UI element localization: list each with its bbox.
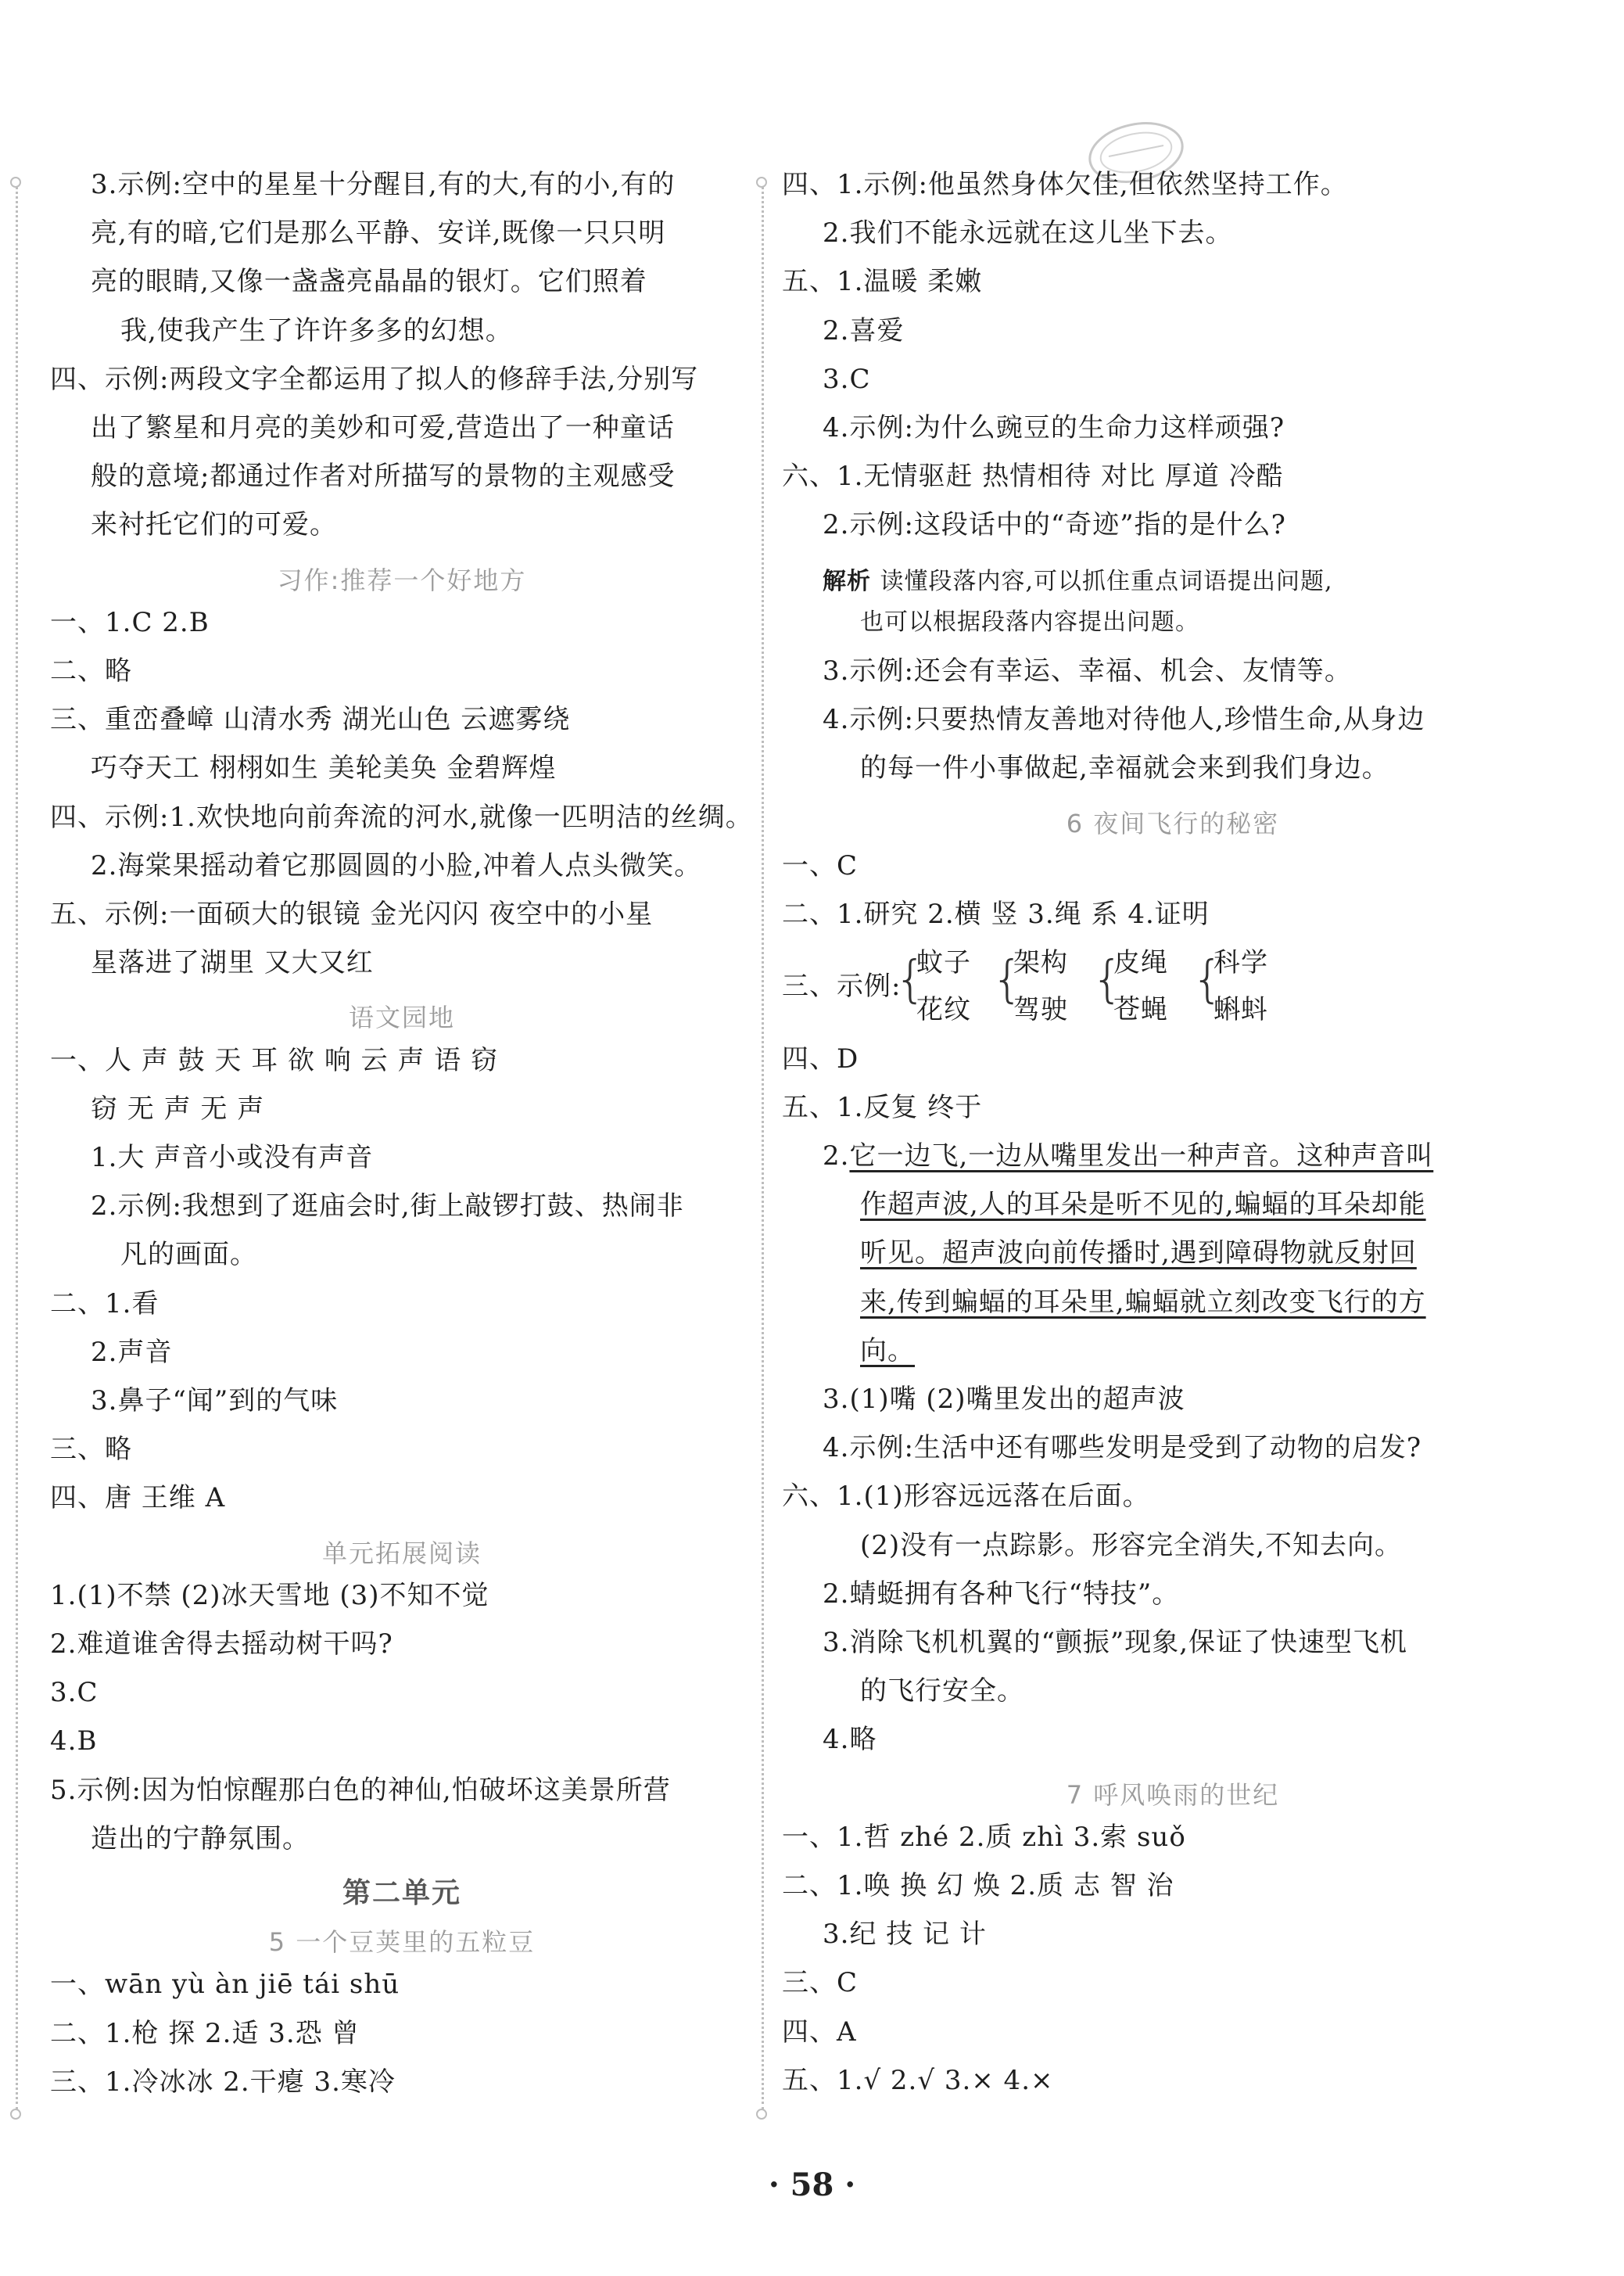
- section-heading: 7 呼风唤雨的世纪: [1066, 1779, 1280, 1810]
- brace-word: 蚊子: [916, 947, 971, 979]
- answer-line: 2.我们不能永远就在这儿坐下去。: [823, 217, 1233, 249]
- answer-line: 2.示例:我想到了逛庙会时,街上敲锣打鼓、热闹非: [91, 1190, 684, 1222]
- brace-word: 苍蝇: [1113, 994, 1168, 1026]
- rail-dot: [756, 177, 767, 188]
- section-heading: 习作:推荐一个好地方: [277, 565, 527, 595]
- answer-line: 听见。超声波向前传播时,遇到障碍物就反射回: [860, 1237, 1417, 1269]
- answer-line: 窃 无 声 无 声: [91, 1093, 265, 1125]
- answer-line: 二、略: [50, 655, 132, 687]
- section-heading: 5 一个豆荚里的五粒豆: [268, 1927, 536, 1958]
- rail-dot: [10, 2109, 21, 2120]
- answer-line: 3.C: [823, 363, 871, 395]
- answer-line: 二、1.枪 探 2.适 3.恐 曾: [50, 2017, 360, 2049]
- answer-line: 3.(1)嘴 (2)嘴里发出的超声波: [823, 1384, 1185, 1415]
- answer-line: 的飞行安全。: [860, 1675, 1024, 1707]
- answer-line: 一、1.C 2.B: [50, 606, 210, 638]
- answer-line: 亮的眼睛,又像一盏盏亮晶晶的银灯。它们照着: [91, 266, 647, 298]
- brace-symbol: {: [1192, 951, 1224, 1010]
- brace-symbol: {: [991, 951, 1024, 1010]
- brace-symbol: {: [894, 951, 927, 1010]
- page-number: · 58 ·: [768, 2167, 856, 2203]
- answer-line: 五、1.√ 2.√ 3.× 4.×: [782, 2064, 1054, 2096]
- answer-line: 一、wān yù àn jiē tái shū: [50, 1969, 400, 2001]
- brace-word: 驾驶: [1013, 994, 1068, 1026]
- answer-line: 般的意境;都通过作者对所描写的景物的主观感受: [91, 461, 676, 493]
- answer-line: 四、1.示例:他虽然身体欠佳,但依然坚持工作。: [782, 169, 1348, 200]
- answer-line: 一、人 声 鼓 天 耳 欲 响 云 声 语 窃: [50, 1044, 499, 1076]
- answer-line: 4.示例:生活中还有哪些发明是受到了动物的启发?: [823, 1432, 1422, 1464]
- center-margin-rail: [762, 186, 764, 2110]
- answer-line: 来衬托它们的可爱。: [91, 509, 337, 541]
- answer-line: 4.略: [823, 1724, 877, 1756]
- answer-line: 3.鼻子“闻”到的气味: [91, 1385, 339, 1416]
- analysis-text: 读懂段落内容,可以抓住重点词语提出问题,: [880, 567, 1333, 595]
- answer-line: 3.示例:还会有幸运、幸福、机会、友情等。: [823, 655, 1352, 687]
- left-margin-rail: [16, 186, 18, 2110]
- answer-line: 三、C: [782, 1967, 859, 1999]
- brace-symbol: {: [1092, 951, 1124, 1010]
- answer-line: 三、1.冷冰冰 2.干瘪 3.寒冷: [50, 2066, 396, 2098]
- unit-title: 第二单元: [342, 1877, 461, 1909]
- answer-line: 四、唐 王维 A: [50, 1482, 226, 1514]
- answer-line: 4.示例:为什么豌豆的生命力这样顽强?: [823, 412, 1285, 443]
- answer-line: 四、示例:1.欢快地向前奔流的河水,就像一匹明洁的丝绸。: [50, 801, 753, 833]
- answer-line: 二、1.研究 2.横 竖 3.绳 系 4.证明: [782, 899, 1210, 930]
- answer-line: 2.蜻蜓拥有各种飞行“特技”。: [823, 1578, 1180, 1610]
- answer-line: 六、1.(1)形容远远落在后面。: [782, 1481, 1150, 1513]
- answer-line: 来,传到蝙蝠的耳朵里,蝙蝠就立刻改变飞行的方: [860, 1286, 1426, 1318]
- answer-line: 凡的画面。: [120, 1239, 257, 1271]
- answer-line: 5.示例:因为怕惊醒那白色的神仙,怕破坏这美景所营: [50, 1774, 671, 1806]
- answer-line: 一、1.哲 zhé 2.质 zhì 3.索 suǒ: [782, 1821, 1186, 1853]
- answer-line: 1.大 声音小或没有声音: [91, 1142, 374, 1173]
- brace-word: 花纹: [916, 994, 971, 1026]
- answer-line: 我,使我产生了许许多多的幻想。: [120, 314, 513, 346]
- answer-line: 3.示例:空中的星星十分醒目,有的大,有的小,有的: [91, 169, 676, 200]
- section-heading: 单元拓展阅读: [321, 1538, 482, 1568]
- answer-line: 向。: [860, 1334, 915, 1366]
- answer-line: 四、D: [782, 1043, 859, 1075]
- answer-line: 四、示例:两段文字全都运用了拟人的修辞手法,分别写: [50, 363, 699, 395]
- answer-line: 1.(1)不禁 (2)冰天雪地 (3)不知不觉: [50, 1579, 489, 1611]
- brace-word: 架构: [1013, 947, 1068, 979]
- answer-line: 2.它一边飞,一边从嘴里发出一种声音。这种声音叫: [823, 1140, 1434, 1172]
- answer-line: 2.示例:这段话中的“奇迹”指的是什么?: [823, 509, 1286, 541]
- answer-line: 三、略: [50, 1434, 132, 1466]
- section-heading: 6 夜间飞行的秘密: [1066, 808, 1280, 838]
- answer-line: 三、示例:: [782, 971, 902, 1003]
- answer-line: 2.声音: [91, 1336, 173, 1368]
- answer-line: 巧夺天工 栩栩如生 美轮美奂 金碧辉煌: [91, 752, 557, 784]
- answer-line: 3.C: [50, 1677, 99, 1709]
- answer-line: (2)没有一点踪影。形容完全消失,不知去向。: [860, 1529, 1402, 1561]
- answer-line: 五、1.温暖 柔嫩: [782, 266, 983, 298]
- answer-line: 二、1.看: [50, 1287, 160, 1319]
- answer-line: 2.难道谁舍得去摇动树干吗?: [50, 1628, 393, 1660]
- answer-line: 六、1.无情驱赶 热情相待 对比 厚道 冷酷: [782, 461, 1284, 493]
- section-heading: 语文园地: [348, 1003, 455, 1033]
- answer-line: 四、A: [782, 2016, 857, 2048]
- analysis-label: 解析: [823, 567, 880, 595]
- rail-dot: [10, 177, 21, 188]
- answer-line: 作超声波,人的耳朵是听不见的,蝙蝠的耳朵却能: [860, 1189, 1426, 1221]
- brace-word: 科学: [1214, 947, 1268, 979]
- answer-line: 3.消除飞机机翼的“颤振”现象,保证了快速型飞机: [823, 1627, 1408, 1658]
- brace-word: 皮绳: [1113, 947, 1168, 979]
- answer-line: 2.喜爱: [823, 314, 905, 346]
- rail-dot: [756, 2109, 767, 2120]
- answer-line: 二、1.唤 换 幻 焕 2.质 志 智 治: [782, 1870, 1174, 1901]
- answer-line: 一、C: [782, 849, 859, 881]
- answer-line: 4.B: [50, 1725, 98, 1757]
- answer-line: 也可以根据段落内容提出问题。: [860, 608, 1199, 636]
- brace-word: 蝌蚪: [1214, 994, 1268, 1026]
- answer-line: 五、1.反复 终于: [782, 1091, 983, 1123]
- answer-line: 星落进了湖里 又大又红: [91, 947, 374, 979]
- answer-line: 五、示例:一面硕大的银镜 金光闪闪 夜空中的小星: [50, 899, 654, 930]
- answer-line: 的每一件小事做起,幸福就会来到我们身边。: [860, 752, 1389, 784]
- answer-line: 亮,有的暗,它们是那么平静、安详,既像一只只明: [91, 217, 666, 249]
- answer-line: 三、重峦叠嶂 山清水秀 湖光山色 云遮雾绕: [50, 704, 571, 736]
- analysis-note: [823, 566, 1333, 598]
- answer-line: 2.海棠果摇动着它那圆圆的小脸,冲着人点头微笑。: [91, 849, 702, 881]
- answer-line: 3.纪 技 记 计: [823, 1919, 987, 1951]
- answer-line: 造出的宁静氛围。: [91, 1822, 310, 1854]
- answer-line: 出了繁星和月亮的美妙和可爱,营造出了一种童话: [91, 412, 675, 443]
- answer-line: 4.示例:只要热情友善地对待他人,珍惜生命,从身边: [823, 704, 1425, 736]
